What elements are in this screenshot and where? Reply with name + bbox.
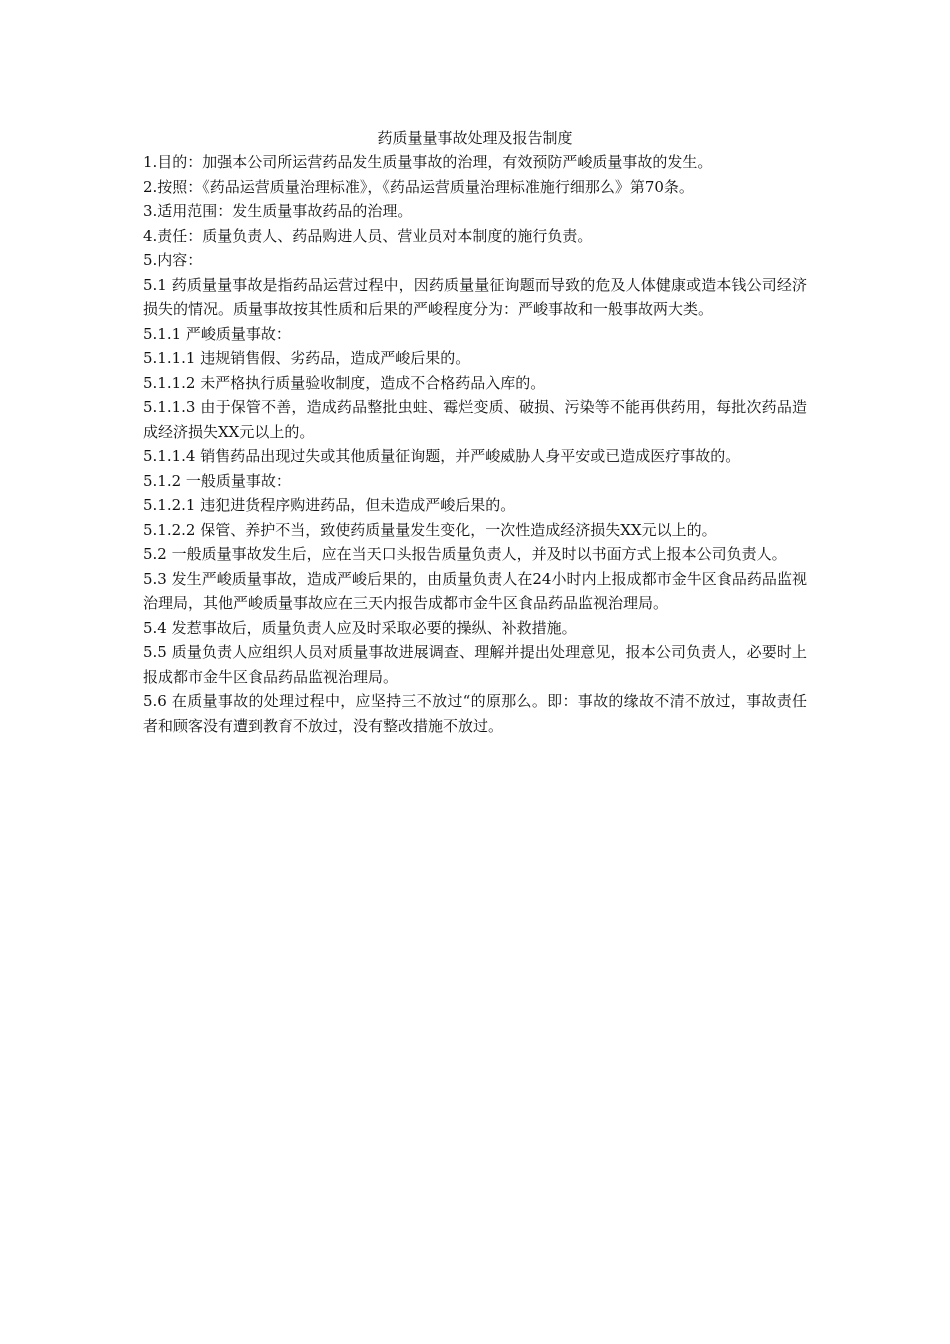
paragraph-purpose: 1.目的：加强本公司所运营药品发生质量事故的治理，有效预防严峻质量事故的发生。 [143, 153, 713, 171]
paragraph-5-1-2-1: 5.1.2.1 违犯进货程序购进药品，但未造成严峻后果的。 [143, 496, 516, 514]
paragraph-5-1: 5.1 药质量量事故是指药品运营过程中，因药质量量征询题而导致的危及人体健康或造本钱公司经济损失的情况。质量事故按其性质和后果的严峻程度分为：严峻事故和一般事故两大类。 [143, 275, 807, 318]
paragraph-5-6: 5.6 在质量事故的处理过程中，应坚持三不放过“的原那么。即：事故的缘故不清不放过，事故责任者和顾客没有遭到教育不放过，没有整改措施不放过。 [143, 692, 807, 735]
paragraph-scope: 3.适用范围：发生质量事故药品的治理。 [143, 202, 413, 220]
paragraph-5-1-1-1: 5.1.1.1 违规销售假、劣药品，造成严峻后果的。 [143, 349, 471, 367]
paragraph-basis: 2.按照：《药品运营质量治理标准》，《药品运营质量治理标准施行细那么》第70条。 [143, 177, 694, 196]
document-body [143, 126, 807, 738]
paragraph-5-1-2: 5.1.2 一般质量事故： [143, 471, 291, 490]
paragraph-responsibility: 4.责任：质量负责人、药品购进人员、营业员对本制度的施行负责。 [143, 226, 593, 245]
paragraph-5-2: 5.2 一般质量事故发生后，应在当天口头报告质量负责人，并及时以书面方式上报本公司负责人。 [143, 545, 787, 563]
document-title: 药质量量事故处理及报告制度 [377, 129, 573, 147]
paragraph-content-heading: 5.内容： [143, 251, 203, 269]
paragraph-5-1-1: 5.1.1 严峻质量事故： [143, 324, 291, 343]
paragraph-5-1-1-3: 5.1.1.3 由于保管不善，造成药品整批虫蛀、霉烂变质、破损、污染等不能再供药用，每批次药品造成经济损失XX元以上的。 [143, 398, 807, 441]
paragraph-5-3: 5.3 发生严峻质量事故，造成严峻后果的，由质量负责人在24小时内上报成都市金牛区食品药品监视治理局，其他严峻质量事故应在三天内报告成都市金牛区食品药品监视治理局。 [143, 569, 807, 612]
paragraph-5-1-2-2: 5.1.2.2 保管、养护不当，致使药质量量发生变化，一次性造成经济损失XX元以上的。 [143, 520, 717, 539]
paragraph-5-1-1-2: 5.1.1.2 未严格执行质量验收制度，造成不合格药品入库的。 [143, 373, 546, 392]
paragraph-5-4: 5.4 发惹事故后，质量负责人应及时采取必要的操纵、补救措施。 [143, 618, 577, 637]
paragraph-5-1-1-4: 5.1.1.4 销售药品出现过失或其他质量征询题，并严峻威胁人身平安或已造成医疗事故的。 [143, 447, 741, 465]
paragraph-5-5: 5.5 质量负责人应组织人员对质量事故进展调查、理解并提出处理意见，报本公司负责人，必要时上报成都市金牛区食品药品监视治理局。 [143, 643, 807, 686]
